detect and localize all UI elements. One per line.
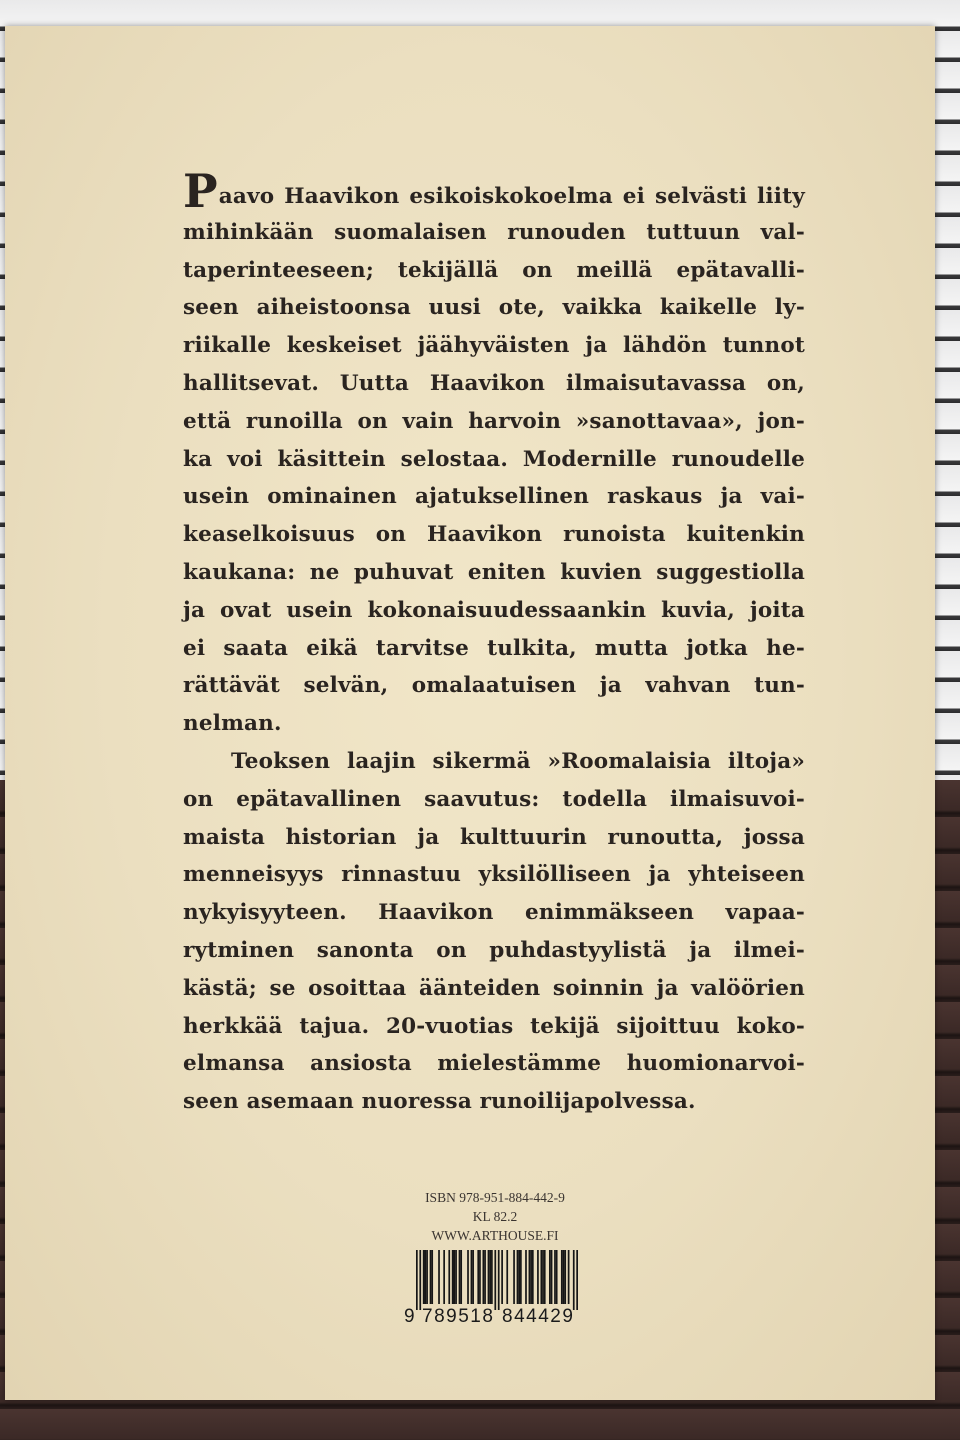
barcode-bar: [423, 1250, 425, 1304]
line-text: mihinkään suomalaisen runouden tuttuun val-: [183, 219, 805, 245]
drop-cap: P: [183, 164, 218, 218]
text-line: [183, 592, 805, 630]
barcode-bar: [472, 1250, 474, 1304]
barcode-bar: [556, 1250, 558, 1304]
barcode-bar: [452, 1250, 454, 1304]
barcode-bar: [448, 1250, 450, 1304]
line-text: rättävät selvän, omalaatuisen ja vahvan tun-: [183, 673, 805, 699]
barcode-bar: [525, 1250, 527, 1304]
website: WWW.ARTHOUSE.FI: [431, 1228, 559, 1243]
line-text: nelman.: [183, 711, 282, 737]
barcode-bar: [517, 1250, 519, 1304]
text-line: [183, 894, 805, 932]
line-text: usein ominainen ajatuksellinen raskaus ja vai-: [183, 484, 805, 510]
text-line: [183, 932, 805, 970]
line-text: ei saata eikä tarvitse tulkita, mutta jotka he-: [183, 635, 805, 661]
barcode-bar: [419, 1250, 421, 1310]
barcode-first-digit: 9: [404, 1306, 416, 1327]
classification: KL 82.2: [472, 1209, 518, 1224]
line-text: menneisyys rinnastuu yksilölliseen ja yhteiseen: [183, 862, 805, 888]
barcode-bar: [532, 1250, 534, 1304]
barcode-bar: [573, 1250, 575, 1310]
barcode-bar: [489, 1250, 491, 1304]
line-text: kästä; se osoittaa äänteiden soinnin ja valöörien: [183, 975, 805, 1001]
barcode-bar: [561, 1250, 563, 1304]
line-text: kaukana: ne puhuvat eniten kuvien suggestiolla: [183, 559, 805, 585]
barcode-bar: [564, 1250, 566, 1304]
barcode-bar: [467, 1250, 469, 1304]
barcode-bar: [554, 1250, 556, 1304]
barcode-bar: [549, 1250, 551, 1304]
barcode-bar: [529, 1250, 531, 1304]
barcode-bar: [513, 1250, 515, 1304]
line-text: aavo Haavikon esikoiskokoelma ei selvästi liity: [218, 184, 805, 209]
barcode-bar: [494, 1250, 496, 1310]
line-text: riikalle keskeiset jäähyväisten ja lähdön tunnot: [183, 333, 805, 359]
line-text: hallitsevat. Uutta Haavikon ilmaisutavassa on,: [183, 370, 805, 396]
line-text: taperinteeseen; tekijällä on meillä epätavalli-: [183, 257, 805, 283]
barcode-bar: [563, 1250, 565, 1304]
barcode-bar: [438, 1250, 440, 1304]
barcode-bar: [498, 1250, 500, 1310]
barcode: [416, 1250, 578, 1310]
text-line: [183, 1045, 805, 1083]
barcode-bar: [488, 1250, 490, 1304]
blurb-text: [183, 164, 805, 1121]
barcode-left-group: 789518: [422, 1306, 495, 1327]
text-line: [183, 781, 805, 819]
barcode-bar: [537, 1250, 539, 1304]
text-line: [183, 441, 805, 479]
paragraph-1: [183, 164, 805, 743]
line-text: seen aiheistoonsa uusi ote, vaikka kaikelle ly-: [183, 295, 805, 321]
text-line: [183, 705, 805, 743]
line-text: keaselkoisuus on Haavikon runoista kuitenkin: [183, 522, 805, 548]
line-text: herkkää tajua. 20-vuotias tekijä sijoittuu koko-: [183, 1013, 805, 1039]
text-line: [183, 164, 805, 218]
barcode-bar: [518, 1250, 520, 1304]
barcode-bar: [540, 1250, 542, 1304]
barcode-bar: [430, 1250, 432, 1304]
text-line: [183, 1008, 805, 1046]
barcode-bar: [471, 1250, 473, 1304]
isbn: ISBN 978-951-884-442-9: [425, 1190, 565, 1205]
line-text: rytminen sanonta on puhdastyylistä ja ilmei-: [183, 937, 805, 963]
text-line: [183, 478, 805, 516]
barcode-bar: [542, 1250, 544, 1304]
text-line: [183, 516, 805, 554]
text-line: [183, 667, 805, 705]
text-line: [183, 856, 805, 894]
text-line: [183, 819, 805, 857]
text-line: [183, 1083, 805, 1121]
text-line: [183, 743, 805, 781]
barcode-bar: [459, 1250, 461, 1304]
barcode-bar: [568, 1250, 570, 1304]
text-line: [183, 214, 805, 252]
barcode-bar: [460, 1250, 462, 1304]
paragraph-2: [183, 743, 805, 1121]
line-text: että runoilla on vain harvoin »sanottavaa», jon-: [183, 408, 805, 434]
barcode-bar: [443, 1250, 445, 1304]
barcode-bar: [530, 1250, 532, 1304]
barcode-bar: [425, 1250, 427, 1304]
barcode-bar: [479, 1250, 481, 1304]
barcode-bar: [501, 1250, 503, 1304]
barcode-bar: [455, 1250, 457, 1304]
line-text: ja ovat usein kokonaisuudessaankin kuvia, joita: [183, 597, 805, 623]
barcode-bar: [483, 1250, 485, 1304]
barcode-bar: [520, 1250, 522, 1304]
barcode-right-group: 844429: [502, 1306, 575, 1327]
publication-info: [390, 1188, 600, 1245]
text-line: [183, 554, 805, 592]
line-text: seen asemaan nuoressa runoilijapolvessa.: [183, 1089, 696, 1115]
line-text: elmansa ansiosta mielestämme huomionarvoi-: [183, 1051, 805, 1077]
barcode-bar: [416, 1250, 418, 1310]
line-text: ka voi käsittein selostaa. Modernille runoudelle: [183, 446, 805, 472]
text-line: [183, 252, 805, 290]
line-text: Teoksen laajin sikermä »Roomalaisia iltoja»: [231, 748, 805, 774]
text-line: [183, 289, 805, 327]
barcode-bar: [431, 1250, 433, 1304]
barcode-bar: [477, 1250, 479, 1304]
barcode-bar: [506, 1250, 508, 1304]
text-line: [183, 327, 805, 365]
barcode-bar: [454, 1250, 456, 1304]
text-line: [183, 365, 805, 403]
line-text: nykyisyyteen. Haavikon enimmäkseen vapaa-: [183, 900, 805, 926]
barcode-bar: [544, 1250, 546, 1304]
line-text: maista historian ja kulttuurin runoutta, jossa: [183, 824, 805, 850]
barcode-bar: [551, 1250, 553, 1304]
barcode-bar: [484, 1250, 486, 1304]
barcode-bar: [576, 1250, 578, 1310]
barcode-bar: [426, 1250, 428, 1304]
line-text: on epätavallinen saavutus: todella ilmaisuvoi-: [183, 786, 805, 812]
text-line: [183, 403, 805, 441]
text-line: [183, 970, 805, 1008]
text-line: [183, 630, 805, 668]
barcode-bar: [491, 1250, 493, 1304]
